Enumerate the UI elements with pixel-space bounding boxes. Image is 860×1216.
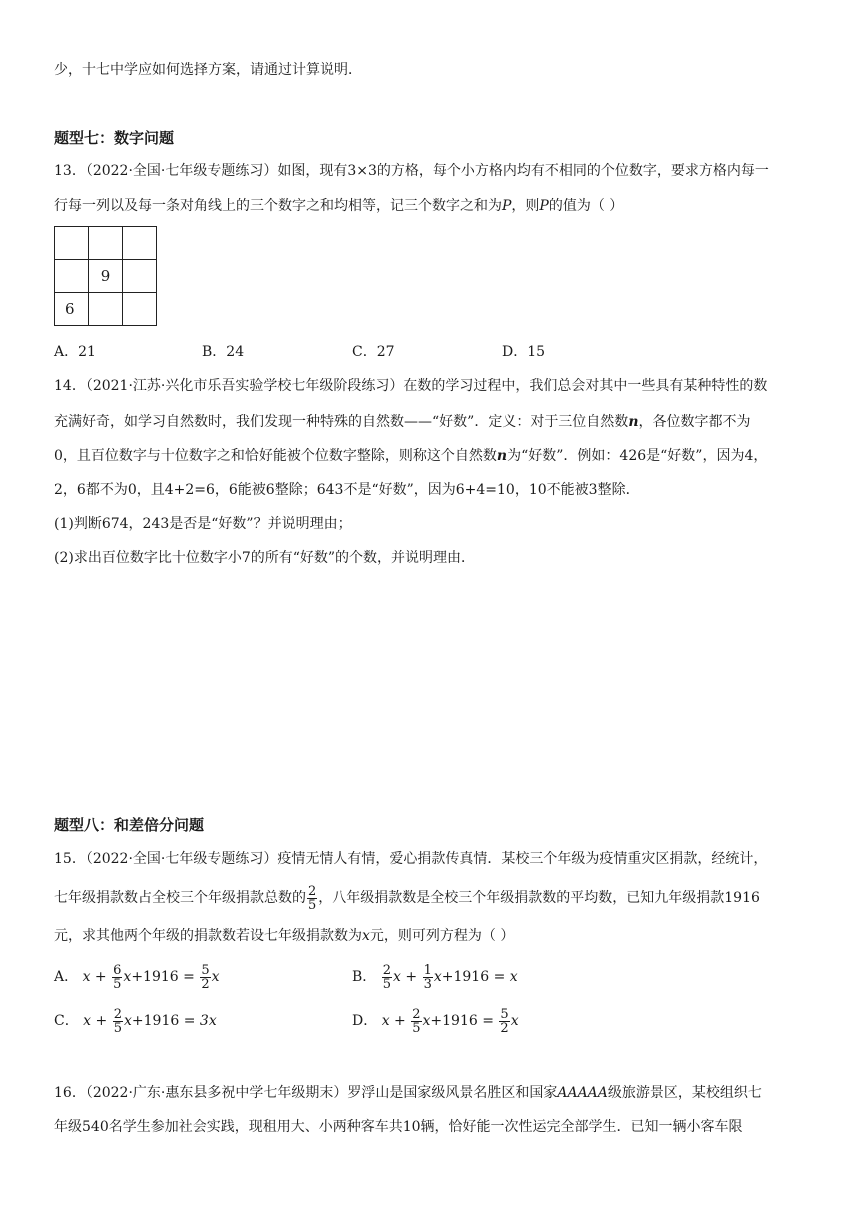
q13-line-1: 13．（2022·全国·七年级专题练习）如图，现有3×3的方格，每个小方格内均有不相同的个位数字，要求方格内每一 [54, 163, 769, 179]
var-p: P [502, 198, 512, 214]
magic-square-grid [54, 226, 157, 326]
grid-cell: 9 [89, 260, 123, 293]
q15-option-d: D． x + $\frac{2}{5}$ x+1916 = $\frac{5}{2}$ x [352, 1006, 519, 1036]
var-p: P [539, 198, 549, 214]
q14-line-2a: 充满好奇，如学习自然数时，我们发现一种特殊的自然数——“好数”．定义：对于三位自然数 [54, 414, 629, 430]
var-x: x [362, 928, 370, 944]
grid-cell [89, 227, 123, 260]
q14-line-3b: 为“好数”．例如：426是“好数”，因为4， [507, 448, 768, 464]
q14-part-2: (2)求出百位数字比十位数字小7的所有“好数”的个数，并说明理由． [54, 550, 476, 566]
q13-line-2c: 的值为（ ） [548, 198, 624, 214]
intro-line: 少，十七中学应如何选择方案，请通过计算说明． [54, 62, 362, 78]
grid-cell [123, 293, 157, 326]
q15-line-3a: 元，求其他两个年级的捐款数若设七年级捐款数为 [54, 928, 362, 944]
grid-cell [89, 293, 123, 326]
q14-line-2b: ，各位数字都不为 [638, 414, 751, 430]
q14-line-1: 14．（2021·江苏·兴化市乐吾实验学校七年级阶段练习）在数的学习过程中，我们总会对其中一些具有某种特性的数 [54, 378, 768, 394]
q14-line-3a: 0，且百位数字与十位数字之和恰好能被个位数字整除，则称这个自然数 [54, 448, 497, 464]
q13-line-2a: 行每一列以及每一条对角线上的三个数字之和均相等，记三个数字之和为 [54, 198, 502, 214]
var-n: n [628, 414, 639, 430]
grid-cell [123, 260, 157, 293]
grid-cell [55, 227, 89, 260]
q13-line-2 [54, 196, 623, 216]
aaaaa-label: AAAAA [557, 1085, 608, 1101]
q15-line-3 [54, 926, 514, 946]
q16-line-1 [54, 1083, 762, 1103]
q16-line-1a: 16．（2022·广东·惠东县多祝中学七年级期末）罗浮山是国家级风景名胜区和国家 [54, 1085, 558, 1101]
q15-option-c: C． x + $\frac{2}{5}$ x+1916 = 3x [54, 1006, 217, 1036]
fraction-2-5: $\frac{2}{5}$ [308, 883, 317, 913]
q15-line-2 [54, 881, 760, 915]
q14-line-2 [54, 412, 751, 432]
q16-line-1b: 级旅游景区，某校组织七 [607, 1085, 762, 1101]
var-n: n [496, 448, 508, 464]
section-8-title: 题型八：和差倍分问题 [54, 816, 205, 834]
q14-line-3 [54, 446, 767, 466]
grid-cell [55, 260, 89, 293]
q15-line-2a: 七年级捐款数占全校三个年级捐款总数的 [54, 890, 306, 906]
q13-option-a: A．21 [54, 344, 96, 360]
q13-option-c: C．27 [352, 344, 395, 360]
q15-option-a: A． x + $\frac{6}{5}$ x+1916 = $\frac{5}{2}$ x [54, 962, 220, 992]
q13-line-2b: ，则 [511, 198, 540, 214]
q15-line-1: 15．（2022·全国·七年级专题练习）疫情无情人有情，爱心捐款传真情．某校三个年级为疫情重灾区捐款，经统计， [54, 851, 768, 867]
section-7-title: 题型七：数字问题 [54, 129, 175, 147]
grid-cell: 6 [55, 293, 89, 326]
q15-line-2b: ，八年级捐款数是全校三个年级捐款数的平均数，已知九年级捐款1916 [318, 890, 760, 906]
q15-option-b: B． $\frac{2}{5}$ x + $\frac{1}{3}$ x+1916 = x [352, 962, 518, 992]
q14-part-1: (1)判断674，243是否是“好数”？并说明理由； [54, 516, 352, 532]
grid-cell [123, 227, 157, 260]
q14-line-4: 2，6都不为0，且4+2=6，6能被6整除；643不是“好数”，因为6+4=10，10不能被3整除． [54, 482, 640, 498]
q15-line-3b: 元，则可列方程为（ ） [369, 928, 515, 944]
q13-option-b: B．24 [202, 344, 245, 360]
q16-line-2: 年级540名学生参加社会实践，现租用大、小两种客车共10辆，恰好能一次性运完全部学生．已知一辆小客车限 [54, 1119, 743, 1135]
q13-option-d: D．15 [502, 344, 546, 360]
